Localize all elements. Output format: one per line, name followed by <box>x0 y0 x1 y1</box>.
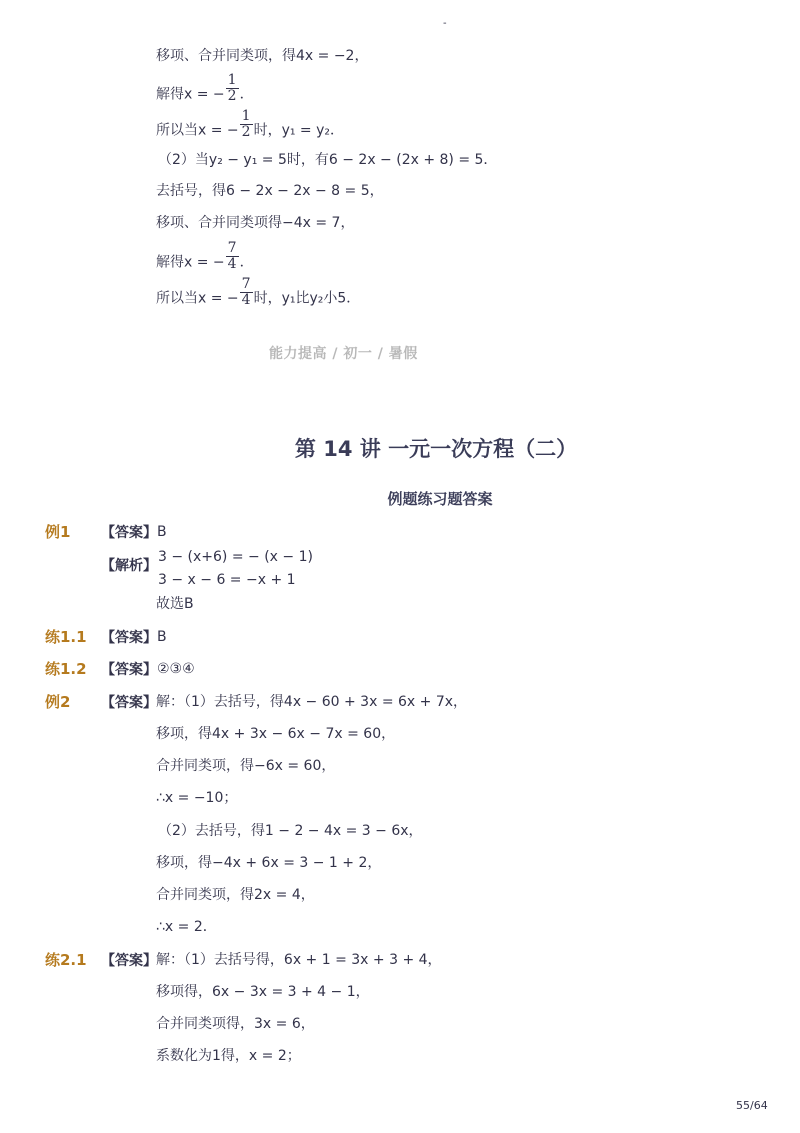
solution-line: 移项、合并同类项，得4x = −2， <box>156 48 369 64</box>
solution-line: （2）当y₂ − y₁ = 5时，有6 − 2x − (2x + 8) = 5． <box>158 152 498 168</box>
solution-line-fraction <box>156 276 361 308</box>
solution-line-fraction <box>156 72 254 104</box>
fraction <box>226 73 239 104</box>
answer-tag: 【答案】 <box>101 662 157 678</box>
analysis-line: 3 − (x+6) = − (x − 1) <box>158 549 313 565</box>
answer-line: 移项，得4x + 3x − 6x − 7x = 60， <box>156 726 396 742</box>
page-number: 55/64 <box>736 1099 768 1112</box>
header-mark: - <box>443 18 447 29</box>
fraction <box>226 241 239 272</box>
text-segment: ． <box>239 254 254 271</box>
answer-tag: 【答案】 <box>101 953 157 969</box>
answer-line: （2）去括号，得1 − 2 − 4x = 3 − 6x， <box>158 823 423 839</box>
item-label: 例2 <box>45 693 71 711</box>
text-segment: 时，y₁ = y₂． <box>253 122 345 139</box>
denominator: 2 <box>241 124 251 140</box>
item-label: 练1.2 <box>45 660 87 678</box>
denominator: 4 <box>227 256 237 272</box>
numerator: 7 <box>227 240 237 256</box>
lecture-title: 第 14 讲 一元一次方程（二） <box>294 437 578 461</box>
solution-line: 去括号，得6 − 2x − 2x − 8 = 5， <box>156 183 384 199</box>
answer-value: B <box>157 629 167 645</box>
item-label: 例1 <box>45 523 71 541</box>
item-label: 练2.1 <box>45 951 87 969</box>
answer-line: 合并同类项，得2x = 4， <box>156 887 315 903</box>
answer-line: 移项，得−4x + 6x = 3 − 1 + 2， <box>156 855 382 871</box>
text-segment: 时，y₁比y₂小5． <box>253 290 361 307</box>
page-footer-tag: 能力提高 / 初一 / 暑假 <box>269 346 418 362</box>
answer-line: 系数化为1得，x = 2； <box>156 1048 301 1064</box>
text-segment: 解得x = − <box>156 86 225 103</box>
answer-value: B <box>157 524 167 540</box>
solution-line-fraction <box>156 108 345 140</box>
item-label: 练1.1 <box>45 628 87 646</box>
section-title: 例题练习题答案 <box>387 490 493 508</box>
answer-line: 解：（1）去括号得，6x + 1 = 3x + 3 + 4， <box>156 952 442 968</box>
answer-line: ∴x = −10； <box>156 790 238 806</box>
answer-line: ∴x = 2． <box>156 919 217 935</box>
numerator: 7 <box>241 276 251 292</box>
solution-line: 移项、合并同类项得−4x = 7， <box>156 215 355 231</box>
fraction <box>240 277 253 308</box>
text-segment: 解得x = − <box>156 254 225 271</box>
answer-tag: 【答案】 <box>101 630 157 646</box>
answer-tag: 【答案】 <box>101 525 157 541</box>
denominator: 2 <box>227 88 237 104</box>
answer-value: ②③④ <box>157 661 195 677</box>
numerator: 1 <box>227 72 237 88</box>
text-segment: 所以当x = − <box>156 122 239 139</box>
numerator: 1 <box>241 108 251 124</box>
answer-line: 合并同类项得，3x = 6， <box>156 1016 315 1032</box>
answer-line: 移项得，6x − 3x = 3 + 4 − 1， <box>156 984 370 1000</box>
answer-line: 合并同类项，得−6x = 60， <box>156 758 336 774</box>
analysis-line: 故选B <box>156 596 194 612</box>
text-segment: ． <box>239 86 254 103</box>
answer-tag: 【答案】 <box>101 695 157 711</box>
fraction <box>240 109 253 140</box>
analysis-line: 3 − x − 6 = −x + 1 <box>158 572 296 588</box>
denominator: 4 <box>241 292 251 308</box>
solution-line-fraction <box>156 240 254 272</box>
answer-line: 解：（1）去括号，得4x − 60 + 3x = 6x + 7x， <box>156 694 468 710</box>
text-segment: 所以当x = − <box>156 290 239 307</box>
analysis-tag: 【解析】 <box>101 558 157 574</box>
